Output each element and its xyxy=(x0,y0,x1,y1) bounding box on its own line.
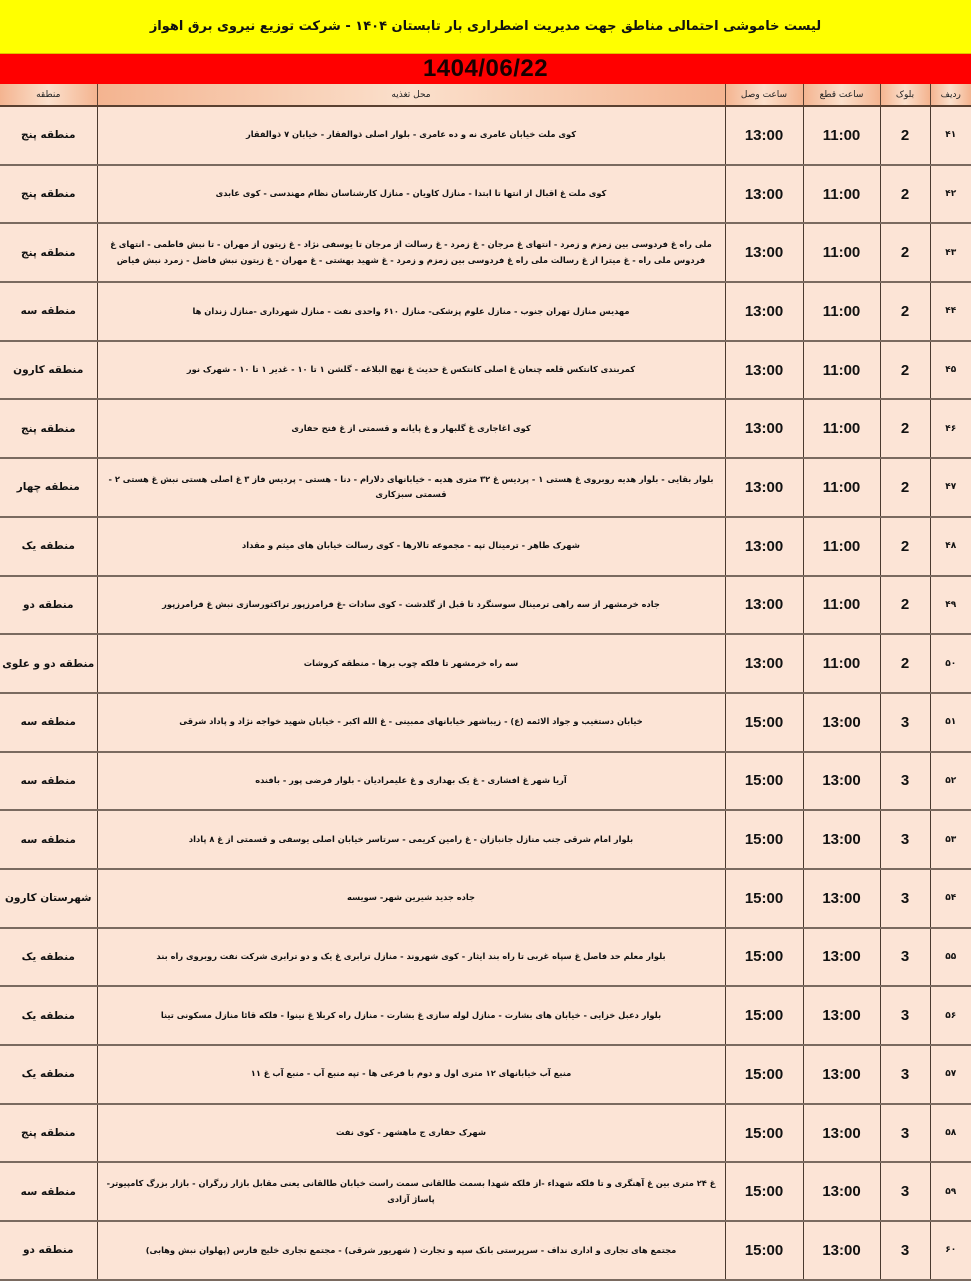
block-cell: 3 xyxy=(880,869,930,928)
table-row xyxy=(0,165,971,224)
reconnect-time-cell: 15:00 xyxy=(725,1221,803,1280)
row-number-cell: ۴۱ xyxy=(930,106,971,165)
reconnect-time-cell: 13:00 xyxy=(725,634,803,693)
block-cell: 2 xyxy=(880,458,930,517)
cut-time-cell: 11:00 xyxy=(803,634,880,693)
table-row xyxy=(0,458,971,517)
table-row xyxy=(0,106,971,165)
feeder-location-cell: مجتمع های تجاری و اداری نداف - سرپرستی بانک سپه و تجارت ( شهریور شرقی) - مجتمع تجاری خلیج فارس (پهلوان نبش وهابی) xyxy=(97,1221,725,1280)
table-row xyxy=(0,341,971,400)
cut-time-cell: 13:00 xyxy=(803,1221,880,1280)
region-cell: منطقه سه xyxy=(0,282,97,341)
block-cell: 3 xyxy=(880,1104,930,1163)
row-number-cell: ۵۰ xyxy=(930,634,971,693)
row-number-cell: ۴۴ xyxy=(930,282,971,341)
table-row xyxy=(0,693,971,752)
feeder-location-cell: کوی اغاجاری غ گلبهار و غ پایانه و قسمتی از غ فتح حفاری xyxy=(97,399,725,458)
feeder-location-cell: بلوار معلم حد فاصل غ سپاه غربی تا راه بند ایثار - کوی شهروند - منازل ترابری غ یک و دو ترابری شرکت نفت روبروی راه بند xyxy=(97,928,725,987)
cut-time-cell: 11:00 xyxy=(803,223,880,282)
row-number-cell: ۴۷ xyxy=(930,458,971,517)
row-number-cell: ۵۵ xyxy=(930,928,971,987)
reconnect-time-cell: 13:00 xyxy=(725,282,803,341)
table-row xyxy=(0,752,971,811)
table-row xyxy=(0,517,971,576)
feeder-location-cell: کمربندی کانتکس قلعه چنعان غ اصلی کانتکس غ حدیث غ نهج البلاغه - گلشن ۱ تا ۱۰ - غدیر ۱ تا ۱۰ - شهرک نور xyxy=(97,341,725,400)
region-cell: شهرستان کارون xyxy=(0,869,97,928)
cut-time-cell: 11:00 xyxy=(803,399,880,458)
table-row xyxy=(0,576,971,635)
cut-time-cell: 11:00 xyxy=(803,282,880,341)
reconnect-time-cell: 15:00 xyxy=(725,693,803,752)
region-cell: منطقه سه xyxy=(0,1162,97,1221)
block-cell: 2 xyxy=(880,282,930,341)
cut-time-cell: 13:00 xyxy=(803,1104,880,1163)
region-cell: منطقه پنج xyxy=(0,106,97,165)
block-cell: 3 xyxy=(880,693,930,752)
feeder-location-cell: آریا شهر غ افشاری - غ یک بهداری و غ علیمرادیان - بلوار فرضی پور - بافنده xyxy=(97,752,725,811)
cut-time-cell: 13:00 xyxy=(803,752,880,811)
column-header-block: بلوک xyxy=(880,84,930,106)
feeder-location-cell: بلوار امام شرقی جنب منازل جانبازان - غ رامین کریمی - سرتاسر خیابان اصلی یوسفی و قسمتی از غ ۸ پاداد xyxy=(97,810,725,869)
region-cell: منطقه یک xyxy=(0,517,97,576)
feeder-location-cell: جاده جدید شیرین شهر- سویسه xyxy=(97,869,725,928)
cut-time-cell: 11:00 xyxy=(803,341,880,400)
reconnect-time-cell: 15:00 xyxy=(725,928,803,987)
block-cell: 3 xyxy=(880,752,930,811)
feeder-location-cell: ملی راه غ فردوسی بین زمزم و زمرد - انتهای غ مرجان - غ زمرد - غ رسالت از مرجان تا یوسفی نژاد - غ زیتون از مهران - تا نبش فاطمی - انتهای غ فردوس ملی راه - غ میترا از غ رسالت ملی راه غ فردوسی بین زمزم و زمرد - غ شهید بهشتی - غ مهران - غ زیتون نبش فاضل - زمرد نبش فیاض xyxy=(97,223,725,282)
cut-time-cell: 11:00 xyxy=(803,458,880,517)
column-header-feeder: محل تغذیه xyxy=(97,84,725,106)
region-cell: منطقه سه xyxy=(0,693,97,752)
cut-time-cell: 11:00 xyxy=(803,517,880,576)
region-cell: منطقه پنج xyxy=(0,1104,97,1163)
row-number-cell: ۵۸ xyxy=(930,1104,971,1163)
cut-time-cell: 11:00 xyxy=(803,165,880,224)
row-number-cell: ۶۰ xyxy=(930,1221,971,1280)
block-cell: 3 xyxy=(880,986,930,1045)
feeder-location-cell: جاده خرمشهر از سه راهی ترمینال سوسنگرد تا قبل از گلدشت - کوی سادات -غ فرامرزپور تراکتورسازی نبش غ فرامرزپور xyxy=(97,576,725,635)
region-cell: منطقه دو و علوی xyxy=(0,634,97,693)
feeder-location-cell: بلوار دعبل خزایی - خیابان های بشارت - منازل لوله سازی غ بشارت - منازل راه کربلا غ نینوا - فلکه قائا منازل مسکونی تینا xyxy=(97,986,725,1045)
reconnect-time-cell: 13:00 xyxy=(725,517,803,576)
feeder-location-cell: بلوار بقایی - بلوار هدیه روبروی غ هستی ۱ - پردیس غ ۳۲ متری هدیه - خیابانهای دلارام - دنا - هستی - پردیس فاز ۳ غ اصلی هستی نبش غ هستی ۲ - قسمتی سبزکاری xyxy=(97,458,725,517)
table-row xyxy=(0,223,971,282)
region-cell: منطقه پنج xyxy=(0,165,97,224)
cut-time-cell: 13:00 xyxy=(803,693,880,752)
reconnect-time-cell: 13:00 xyxy=(725,106,803,165)
block-cell: 2 xyxy=(880,223,930,282)
region-cell: منطقه سه xyxy=(0,810,97,869)
table-row xyxy=(0,1045,971,1104)
reconnect-time-cell: 13:00 xyxy=(725,341,803,400)
schedule-date: 1404/06/22 xyxy=(422,55,549,82)
region-cell: منطقه یک xyxy=(0,928,97,987)
row-number-cell: ۴۲ xyxy=(930,165,971,224)
reconnect-time-cell: 13:00 xyxy=(725,576,803,635)
row-number-cell: ۴۶ xyxy=(930,399,971,458)
table-row xyxy=(0,1104,971,1163)
row-number-cell: ۵۷ xyxy=(930,1045,971,1104)
table-row xyxy=(0,634,971,693)
region-cell: منطقه دو xyxy=(0,1221,97,1280)
outage-table xyxy=(0,84,971,1281)
feeder-location-cell: منبع آب خیابانهای ۱۲ متری اول و دوم با فرعی ها - تپه منبع آب - منبع آب غ ۱۱ xyxy=(97,1045,725,1104)
region-cell: منطقه یک xyxy=(0,1045,97,1104)
region-cell: منطقه کارون xyxy=(0,341,97,400)
cut-time-cell: 11:00 xyxy=(803,576,880,635)
cut-time-cell: 13:00 xyxy=(803,1162,880,1221)
page-title: لیست خاموشی احتمالی مناطق جهت مدیریت اضطراری بار تابستان ۱۴۰۴ - شرکت توزیع نیروی برق اهواز xyxy=(149,19,822,34)
column-header-cut-time: ساعت قطع xyxy=(803,84,880,106)
feeder-location-cell: شهرک حفاری ج ماهشهر - کوی نفت xyxy=(97,1104,725,1163)
reconnect-time-cell: 15:00 xyxy=(725,1162,803,1221)
row-number-cell: ۴۸ xyxy=(930,517,971,576)
table-row xyxy=(0,1221,971,1280)
reconnect-time-cell: 15:00 xyxy=(725,986,803,1045)
reconnect-time-cell: 13:00 xyxy=(725,223,803,282)
block-cell: 3 xyxy=(880,928,930,987)
reconnect-time-cell: 15:00 xyxy=(725,810,803,869)
feeder-location-cell: کوی ملت خیابان عامری نه و ده عامری - بلوار اصلی ذوالفقار - خیابان ۷ ذوالفقار xyxy=(97,106,725,165)
cut-time-cell: 13:00 xyxy=(803,869,880,928)
row-number-cell: ۵۶ xyxy=(930,986,971,1045)
block-cell: 3 xyxy=(880,810,930,869)
block-cell: 2 xyxy=(880,517,930,576)
feeder-location-cell: شهرک طاهر - ترمینال تپه - مجموعه تالارها - کوی رسالت خیابان های میثم و مقداد xyxy=(97,517,725,576)
table-row xyxy=(0,869,971,928)
reconnect-time-cell: 13:00 xyxy=(725,165,803,224)
cut-time-cell: 13:00 xyxy=(803,928,880,987)
region-cell: منطقه پنج xyxy=(0,223,97,282)
table-row xyxy=(0,810,971,869)
table-row xyxy=(0,1162,971,1221)
row-number-cell: ۴۳ xyxy=(930,223,971,282)
reconnect-time-cell: 15:00 xyxy=(725,869,803,928)
feeder-location-cell: کوی ملت غ اقبال از انتها تا ابتدا - منازل کاویان - منازل کارشناسان نظام مهندسی - کوی عابدی xyxy=(97,165,725,224)
block-cell: 2 xyxy=(880,634,930,693)
table-header-row xyxy=(0,84,971,106)
cut-time-cell: 13:00 xyxy=(803,810,880,869)
block-cell: 3 xyxy=(880,1162,930,1221)
column-header-row: ردیف xyxy=(930,84,971,106)
feeder-location-cell: مهدیس منازل تهران جنوب - منازل علوم پزشکی- منازل ۶۱۰ واحدی نفت - منازل شهرداری -منازل زندان ها xyxy=(97,282,725,341)
row-number-cell: ۴۹ xyxy=(930,576,971,635)
feeder-location-cell: سه راه خرمشهر تا فلکه چوب برها - منطقه کروشات xyxy=(97,634,725,693)
block-cell: 2 xyxy=(880,399,930,458)
row-number-cell: ۵۴ xyxy=(930,869,971,928)
reconnect-time-cell: 13:00 xyxy=(725,458,803,517)
reconnect-time-cell: 15:00 xyxy=(725,1104,803,1163)
feeder-location-cell: خیابان دستغیب و جواد الائمه (ع) - زیباشهر خیابانهای ممبینی - غ الله اکبر - خیابان شهید خواجه نژاد و پاداد شرقی xyxy=(97,693,725,752)
row-number-cell: ۴۵ xyxy=(930,341,971,400)
block-cell: 2 xyxy=(880,165,930,224)
row-number-cell: ۵۹ xyxy=(930,1162,971,1221)
cut-time-cell: 11:00 xyxy=(803,106,880,165)
row-number-cell: ۵۱ xyxy=(930,693,971,752)
table-row xyxy=(0,928,971,987)
row-number-cell: ۵۳ xyxy=(930,810,971,869)
reconnect-time-cell: 15:00 xyxy=(725,752,803,811)
region-cell: منطقه دو xyxy=(0,576,97,635)
reconnect-time-cell: 15:00 xyxy=(725,1045,803,1104)
column-header-reconnect-time: ساعت وصل xyxy=(725,84,803,106)
date-band xyxy=(0,54,971,84)
region-cell: منطقه چهار xyxy=(0,458,97,517)
block-cell: 3 xyxy=(880,1045,930,1104)
block-cell: 3 xyxy=(880,1221,930,1280)
region-cell: منطقه یک xyxy=(0,986,97,1045)
cut-time-cell: 13:00 xyxy=(803,1045,880,1104)
table-row xyxy=(0,986,971,1045)
column-header-region: منطقه xyxy=(0,84,97,106)
region-cell: منطقه پنج xyxy=(0,399,97,458)
row-number-cell: ۵۲ xyxy=(930,752,971,811)
cut-time-cell: 13:00 xyxy=(803,986,880,1045)
block-cell: 2 xyxy=(880,341,930,400)
block-cell: 2 xyxy=(880,106,930,165)
block-cell: 2 xyxy=(880,576,930,635)
feeder-location-cell: غ ۲۴ متری بین غ آهنگری و تا فلکه شهداء -از فلکه شهدا بسمت طالقانی سمت راست خیابان طالقانی یعنی مقابل بازار زرگران - بازار بزرگ کامپیوتر- پاساژ آزادی xyxy=(97,1162,725,1221)
table-row xyxy=(0,282,971,341)
region-cell: منطقه سه xyxy=(0,752,97,811)
table-row xyxy=(0,399,971,458)
title-band xyxy=(0,0,971,54)
reconnect-time-cell: 13:00 xyxy=(725,399,803,458)
